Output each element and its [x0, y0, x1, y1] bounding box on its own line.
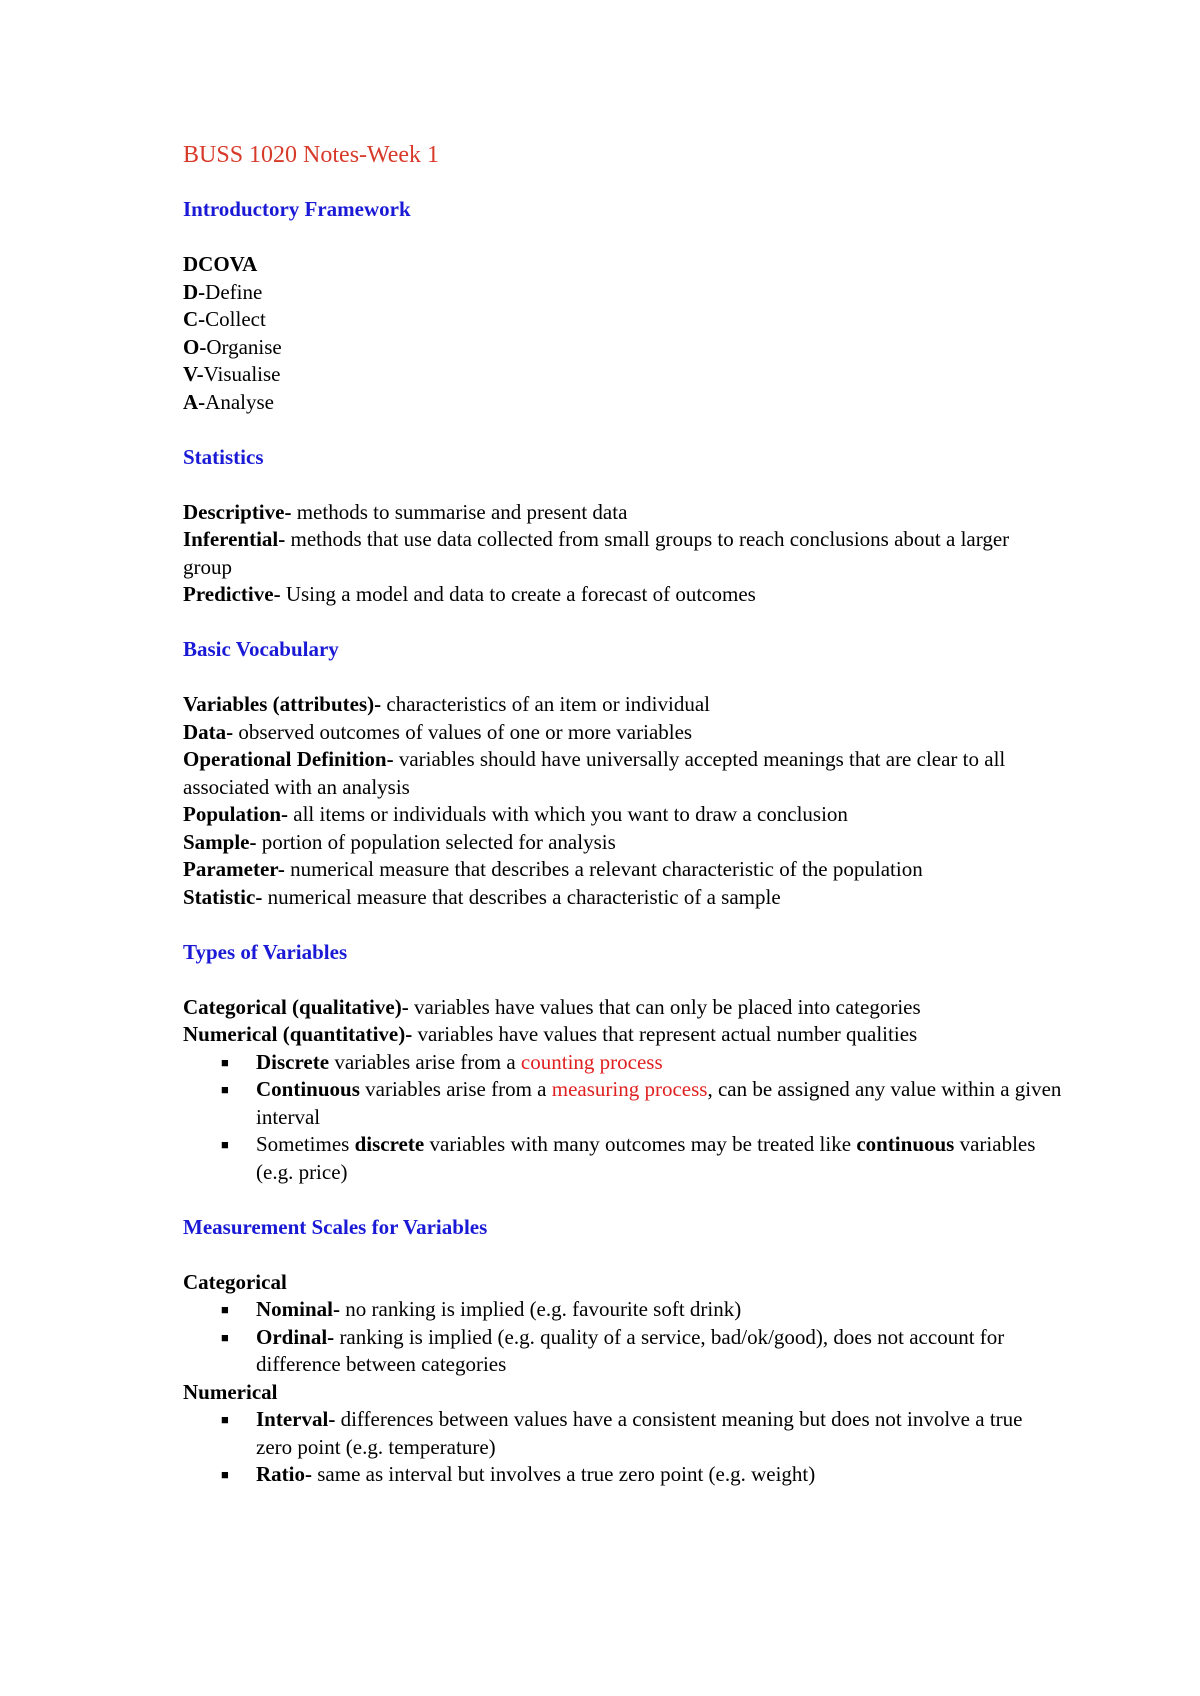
definition-line — [183, 994, 1063, 1022]
definition: methods that use data collected from small groups to reach conclusions about a larger group — [183, 527, 1010, 579]
dcova-word: Define — [205, 279, 263, 304]
square-bullet-icon: ■ — [221, 1412, 229, 1427]
square-bullet-icon: ■ — [221, 1302, 229, 1317]
acronym-dcova: DCOVA — [183, 252, 258, 276]
definition-line — [183, 499, 1063, 527]
dcova-item — [183, 306, 1063, 334]
definition-line — [183, 856, 1063, 884]
definition-line — [183, 746, 1063, 801]
term: Nominal- — [256, 1297, 340, 1321]
term: Continuous — [256, 1077, 360, 1101]
term: Interval- — [256, 1407, 336, 1431]
subheading-categorical: Categorical — [183, 1269, 287, 1294]
definition-line — [183, 719, 1063, 747]
dcova-letter: O- — [183, 334, 207, 359]
definition-line — [183, 884, 1063, 912]
definition: differences between values have a consistent meaning but does not involve a true zero point (e.g. temperature) — [256, 1407, 1023, 1459]
page-title: BUSS 1020 Notes-Week 1 — [183, 142, 440, 168]
list-item — [183, 1076, 1063, 1131]
definition: variables arise from a — [329, 1049, 521, 1074]
dcova-letter: V- — [183, 362, 204, 386]
definition: variables have values that can only be placed into categories — [408, 994, 921, 1019]
list-item — [183, 1131, 1063, 1186]
term: discrete — [354, 1132, 425, 1156]
text: variables (e.g. price) — [256, 1132, 1036, 1184]
term: Operational Definition- — [183, 747, 394, 771]
definition: portion of population selected for analysis — [256, 829, 616, 854]
definition: same as interval but involves a true zero point (e.g. weight) — [312, 1462, 816, 1486]
definition: methods to summarise and present data — [291, 499, 628, 524]
term: Population- — [183, 802, 289, 826]
definition-line — [183, 829, 1063, 857]
categorical-scales-list — [183, 1296, 1063, 1379]
term: Variables (attributes)- — [183, 692, 382, 716]
definition-tail: , can be assigned any value within a given interval — [256, 1077, 1062, 1129]
term: Descriptive- — [183, 499, 292, 524]
square-bullet-icon: ■ — [221, 1054, 229, 1070]
definition: numerical measure that describes a relevant characteristic of the population — [284, 857, 923, 881]
document-page — [183, 140, 1063, 1489]
list-item — [183, 1324, 1063, 1379]
heading-measurement-scales: Measurement Scales for Variables — [183, 1214, 488, 1239]
list-item — [183, 1406, 1063, 1461]
list-item — [183, 1296, 1063, 1324]
numerical-scales-list — [183, 1406, 1063, 1489]
dcova-item — [183, 279, 1063, 307]
square-bullet-icon: ■ — [221, 1137, 229, 1152]
heading-types-of-variables: Types of Variables — [183, 939, 348, 964]
definition: numerical measure that describes a characteristic of a sample — [262, 884, 781, 909]
term: Predictive- — [183, 582, 281, 606]
text: Sometimes — [256, 1132, 355, 1156]
term: Statistic- — [183, 884, 263, 909]
dcova-item — [183, 389, 1063, 417]
definition: all items or individuals with which you want to draw a conclusion — [288, 802, 848, 826]
term: Categorical (qualitative)- — [183, 994, 409, 1019]
term: continuous — [856, 1132, 955, 1156]
dcova-item — [183, 334, 1063, 362]
text: variables with many outcomes may be treated like — [424, 1132, 857, 1156]
definition-line — [183, 526, 1063, 581]
term: Discrete — [256, 1049, 330, 1074]
dcova-letter: C- — [183, 307, 206, 331]
heading-basic-vocabulary: Basic Vocabulary — [183, 637, 339, 661]
dcova-word: Analyse — [205, 389, 274, 414]
definition-line — [183, 581, 1063, 609]
term: Inferential- — [183, 527, 286, 551]
numerical-types-list — [183, 1049, 1063, 1187]
term: Sample- — [183, 829, 257, 854]
definition: variables arise from a — [359, 1077, 552, 1101]
dcova-letter: A- — [183, 389, 206, 414]
square-bullet-icon: ■ — [221, 1467, 229, 1482]
dcova-letter: D- — [183, 279, 206, 304]
definition: Using a model and data to create a forecast of outcomes — [280, 582, 756, 606]
definition: variables should have universally accepted meanings that are clear to all associated with an analysis — [183, 747, 1006, 799]
highlight-text: measuring process — [551, 1077, 708, 1101]
term: Parameter- — [183, 857, 285, 881]
definition: observed outcomes of values of one or more variables — [233, 719, 693, 744]
heading-introductory-framework: Introductory Framework — [183, 197, 411, 221]
square-bullet-icon: ■ — [221, 1329, 229, 1345]
definition: no ranking is implied (e.g. favourite soft drink) — [340, 1297, 742, 1321]
list-item — [183, 1461, 1063, 1489]
dcova-word: Organise — [206, 334, 282, 359]
subheading-numerical: Numerical — [183, 1379, 278, 1404]
definition: characteristics of an item or individual — [381, 692, 711, 716]
term: Data- — [183, 719, 234, 744]
definition: variables have values that represent actual number qualities — [412, 1022, 918, 1046]
square-bullet-icon: ■ — [221, 1082, 229, 1097]
definition-line — [183, 1021, 1063, 1049]
term: Numerical (quantitative)- — [183, 1022, 413, 1046]
dcova-word: Collect — [205, 307, 266, 331]
highlight-text: counting process — [520, 1049, 663, 1074]
dcova-word: Visualise — [203, 362, 281, 386]
heading-statistics: Statistics — [183, 444, 264, 469]
definition: ranking is implied (e.g. quality of a service, bad/ok/good), does not account for difference between categories — [256, 1324, 1005, 1376]
definition-line — [183, 691, 1063, 719]
term: Ordinal- — [256, 1324, 335, 1349]
definition-line — [183, 801, 1063, 829]
term: Ratio- — [256, 1462, 312, 1486]
list-item — [183, 1049, 1063, 1077]
dcova-item — [183, 361, 1063, 389]
